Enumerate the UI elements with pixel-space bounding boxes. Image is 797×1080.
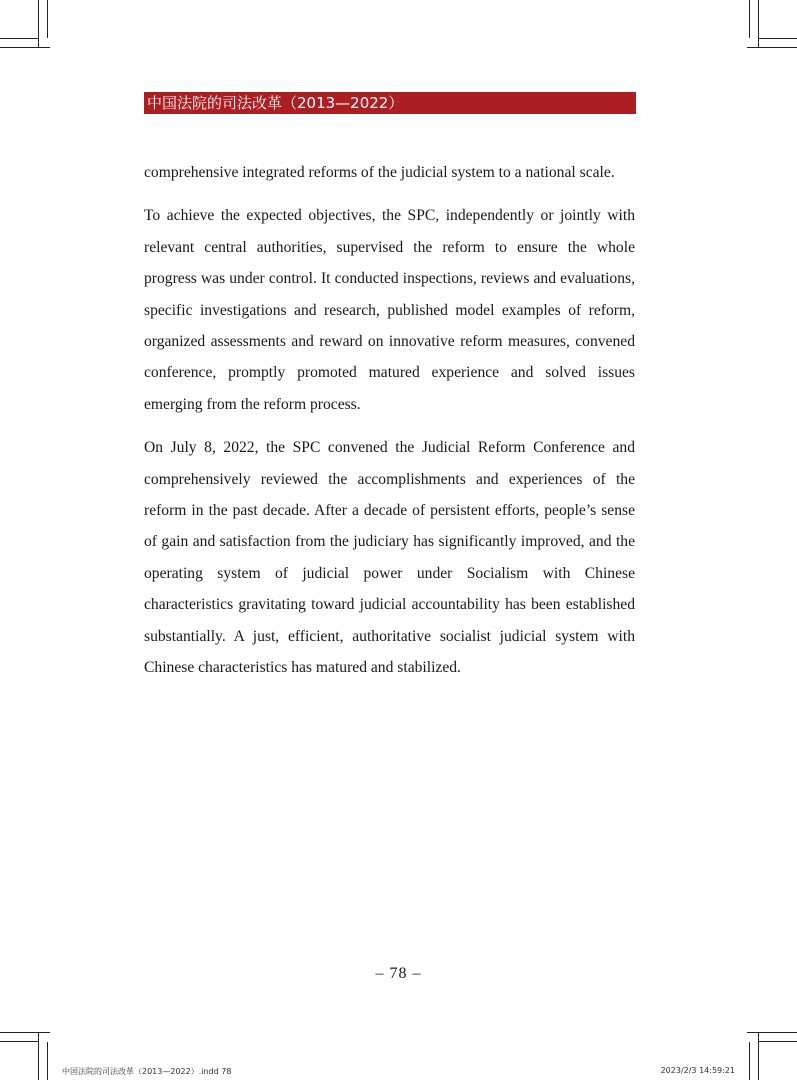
crop-mark-bottom-left-h	[0, 1032, 50, 1033]
body-text	[144, 157, 635, 696]
crop-mark-bottom-right-inner-v	[749, 1042, 750, 1080]
page-number: – 78 –	[375, 965, 422, 982]
crop-mark-bottom-right-v	[758, 1032, 759, 1080]
crop-mark-top-right-inner-v	[749, 0, 750, 38]
crop-mark-bottom-left-inner-h	[0, 1041, 38, 1042]
crop-mark-bottom-left-v	[38, 1032, 39, 1080]
running-header: 中国法院的司法改革（2013—2022）	[144, 92, 636, 114]
crop-mark-top-left-inner-h	[0, 38, 38, 39]
paragraph: On July 8, 2022, the SPC convened the Judicial Reform Conference and comprehensively reviewed the accomplishments and experiences of the reform in the past decade. After a decade of persistent efforts, people’s sense of gain and satisfaction from the judiciary has significantly improved, and the operating system of judicial power under Socialism with Chinese characteristics gravitating toward judicial accountability has been established substantially. A just, efficient, authoritative socialist judicial system with Chinese characteristics has matured and stabilized.	[144, 439, 635, 677]
crop-mark-top-right-inner-h	[759, 38, 797, 39]
paragraph: To achieve the expected objectives, the SPC, independently or jointly with relevant central authorities, supervised the reform to ensure the whole progress was under control. It conducted inspections, reviews and evaluations, specific investigations and research, published model examples of reform, organized assessments and reward on innovative reform measures, convened conference, promptly promoted matured experience and solved issues emerging from the reform process.	[144, 207, 635, 413]
crop-mark-bottom-right-inner-h	[759, 1041, 797, 1042]
print-slug-timestamp: 2023/2/3 14:59:21	[660, 1066, 735, 1075]
crop-mark-top-right-h	[747, 47, 797, 48]
crop-mark-bottom-right-h	[747, 1032, 797, 1033]
crop-mark-top-right-v	[758, 0, 759, 48]
paragraph: comprehensive integrated reforms of the judicial system to a national scale.	[144, 164, 615, 181]
crop-mark-top-left-v	[38, 0, 39, 48]
print-slug-filename: 中国法院的司法改革（2013—2022）.indd 78	[62, 1067, 232, 1076]
crop-mark-top-left-inner-v	[47, 0, 48, 38]
crop-mark-bottom-left-inner-v	[47, 1042, 48, 1080]
crop-mark-top-left-h	[0, 47, 50, 48]
